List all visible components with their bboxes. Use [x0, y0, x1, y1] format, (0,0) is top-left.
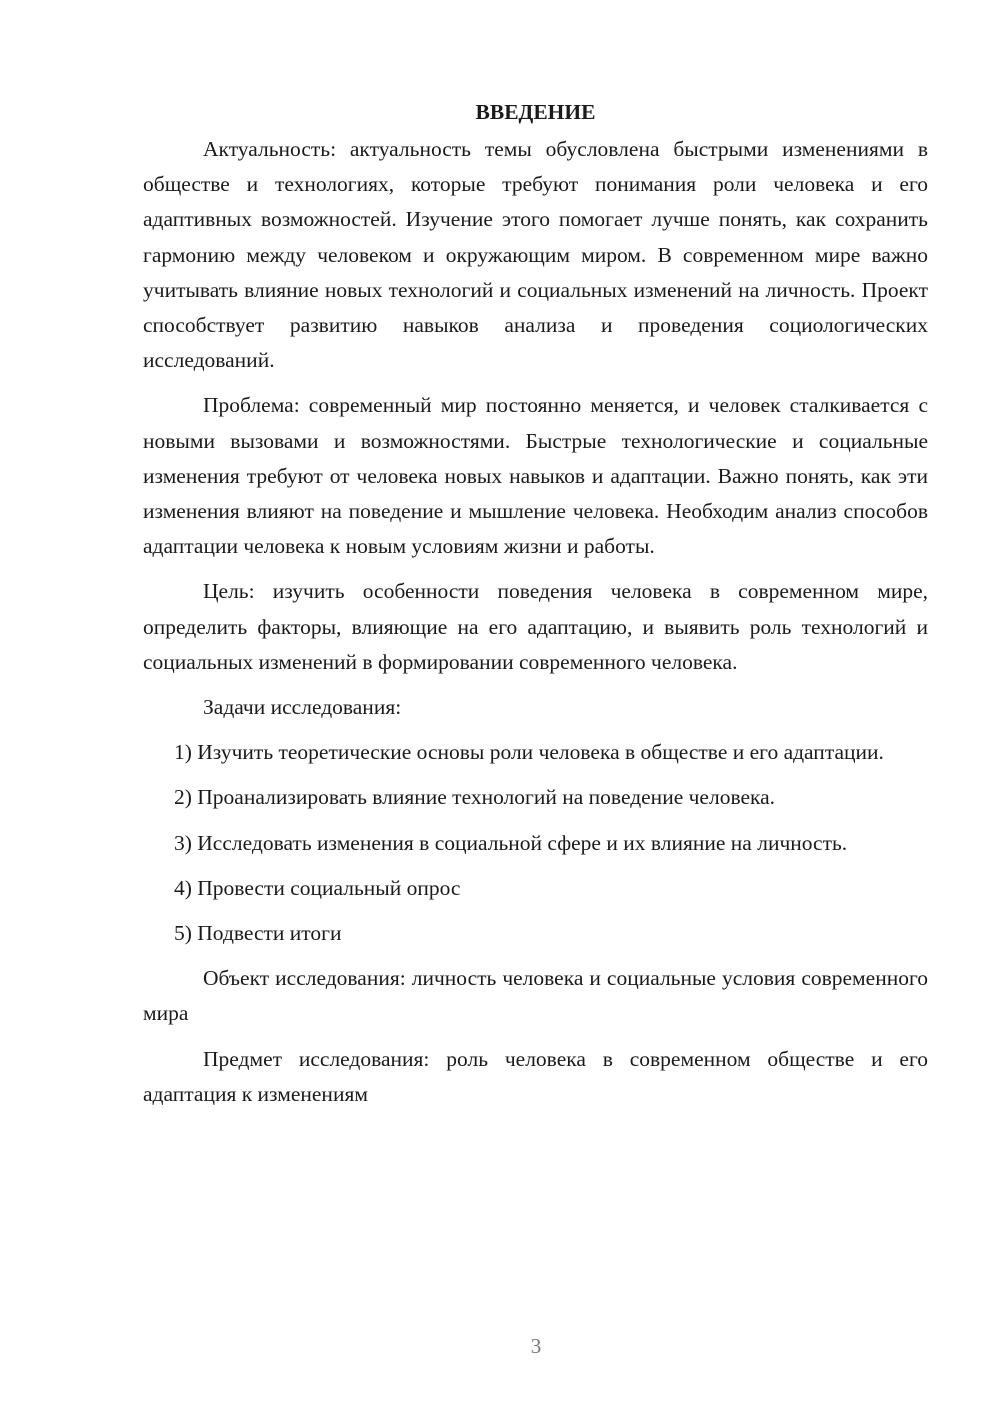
tasks-heading: Задачи исследования:	[203, 695, 402, 720]
section-title: ВВЕДЕНИЕ	[475, 100, 596, 124]
relevance-paragraph: Актуальность: актуальность темы обусловлена быстрыми изменениями в обществе и технологиях, которые требуют понимания роли человека и его адаптивных возможностей. Изучение этого помогает лучше понять, как сохранить гармонию между человеком и окружающим миром. В современном мире важно учитывать влияние новых технологий и социальных изменений на личность. Проект способствует развитию навыков анализа и проведения социологических исследований.	[143, 137, 928, 373]
subject-paragraph: Предмет исследования: роль человека в современном обществе и его адаптация к изменениям	[143, 1046, 928, 1106]
problem-paragraph: Проблема: современный мир постоянно меняется, и человек сталкивается с новыми вызовами и возможностями. Быстрые технологические и социальные изменения требуют от человека новых навыков и адаптации. Важно понять, как эти изменения влияют на поведение и мышление человека. Необходим анализ способов адаптации человека к новым условиям жизни и работы.	[143, 393, 928, 559]
task-item-1: 1) Изучить теоретические основы роли человека в обществе и его адаптации.	[174, 740, 884, 765]
task-item-5: 5) Подвести итоги	[174, 921, 342, 946]
object-paragraph: Объект исследования: личность человека и социальные условия современного мира	[143, 966, 928, 1026]
document-body	[143, 96, 928, 1112]
task-item-3: 3) Исследовать изменения в социальной сфере и их влияние на личность.	[174, 830, 848, 855]
task-item-4: 4) Провести социальный опрос	[174, 875, 461, 900]
goal-paragraph: Цель: изучить особенности поведения человека в современном мире, определить факторы, влияющие на его адаптацию, и выявить роль технологий и социальных изменений в формировании современного человека.	[143, 579, 928, 674]
task-item-2: 2) Проанализировать влияние технологий на поведение человека.	[174, 785, 776, 810]
page-number: 3	[530, 1334, 542, 1358]
